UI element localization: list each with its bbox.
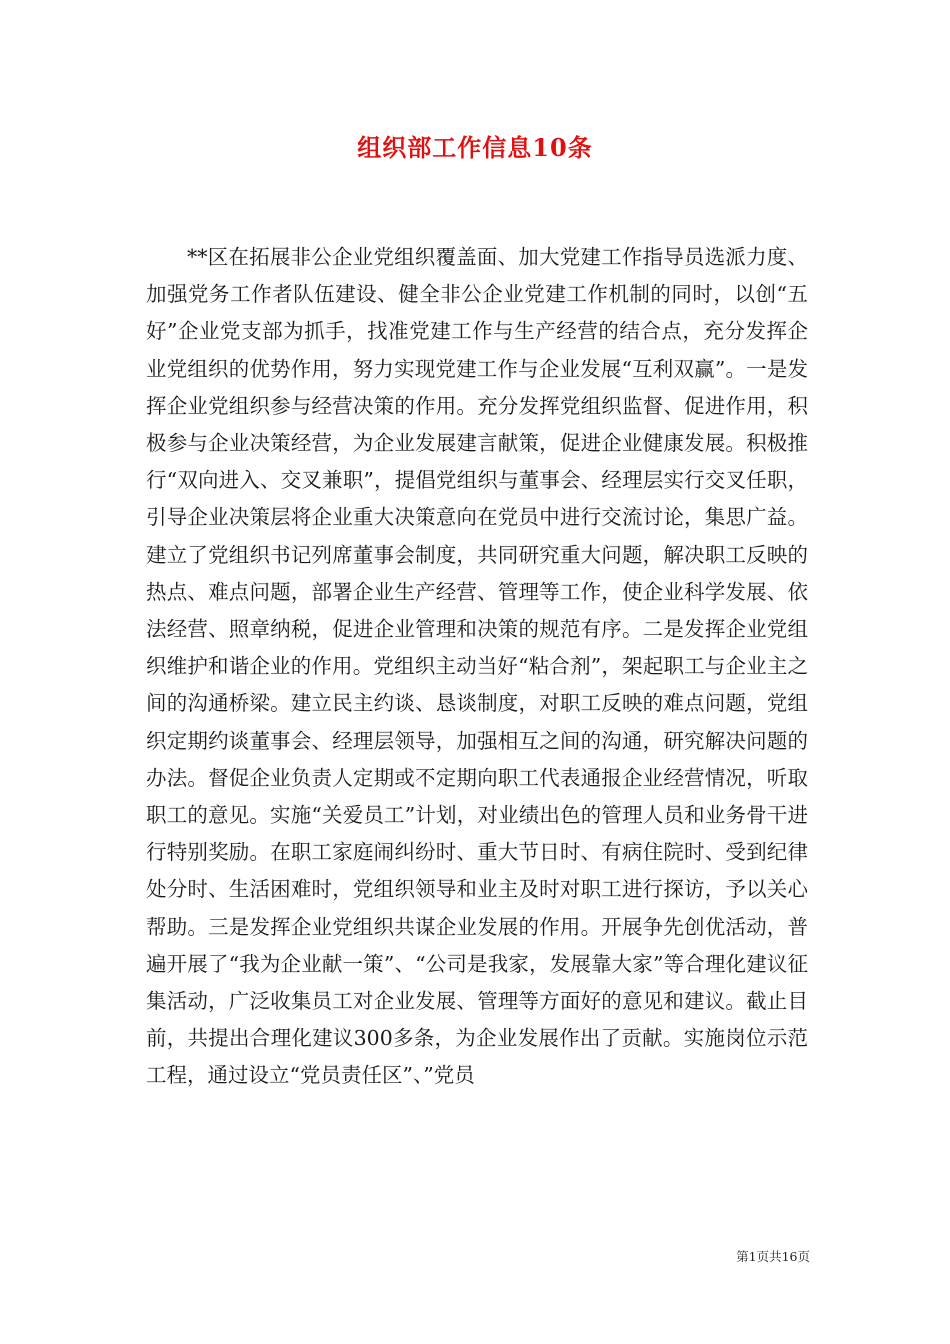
document-title: 组织部工作信息10条 xyxy=(357,133,593,162)
page-number: 第1页共16页 xyxy=(736,1249,810,1264)
body-paragraph: **区在拓展非公企业党组织覆盖面、加大党建工作指导员选派力度、加强党务工作者队伍建设、健全非公企业党建工作机制的同时，以创“五好”企业党支部为抓手，找准党建工作与生产经营的结合点，充分发挥企业党组织的优势作用，努力实现党建工作与企业发展“互利双赢”。一是发挥企业党组织参与经营决策的作用。充分发挥党组织监督、促进作用，积极参与企业决策经营，为企业发展建言献策，促进企业健康发展。积极推行“双向进入、交叉兼职”，提倡党组织与董事会、经理层实行交叉任职，引导企业决策层将企业重大决策意向在党员中进行交流讨论，集思广益。建立了党组织书记列席董事会制度，共同研究重大问题，解决职工反映的热点、难点问题，部署企业生产经营、管理等工作，使企业科学发展、依法经营、照章纳税，促进企业管理和决策的规范有序。二是发挥企业党组织维护和谐企业的作用。党组织主动当好“粘合剂”，架起职工与企业主之间的沟通桥梁。建立民主约谈、恳谈制度，对职工反映的难点问题，党组织定期约谈董事会、经理层领导，加强相互之间的沟通，研究解决问题的办法。督促企业负责人定期或不定期向职工代表通报企业经营情况，听取职工的意见。实施“关爱员工”计划，对业绩出色的管理人员和业务骨干进行特别奖励。在职工家庭闹纠纷时、重大节日时、有病住院时、受到纪律处分时、生活困难时，党组织领导和业主及时对职工进行探访，予以关心帮助。三是发挥企业党组织共谋企业发展的作用。开展争先创优活动，普遍开展了“我为企业献一策”、“公司是我家，发展靠大家”等合理化建议征集活动，广泛收集员工对企业发展、管理等方面好的意见和建议。截止目前，共提出合理化建议300多条，为企业发展作出了贡献。实施岗位示范工程，通过设立“党员责任区”、”党员 xyxy=(146,245,808,1088)
